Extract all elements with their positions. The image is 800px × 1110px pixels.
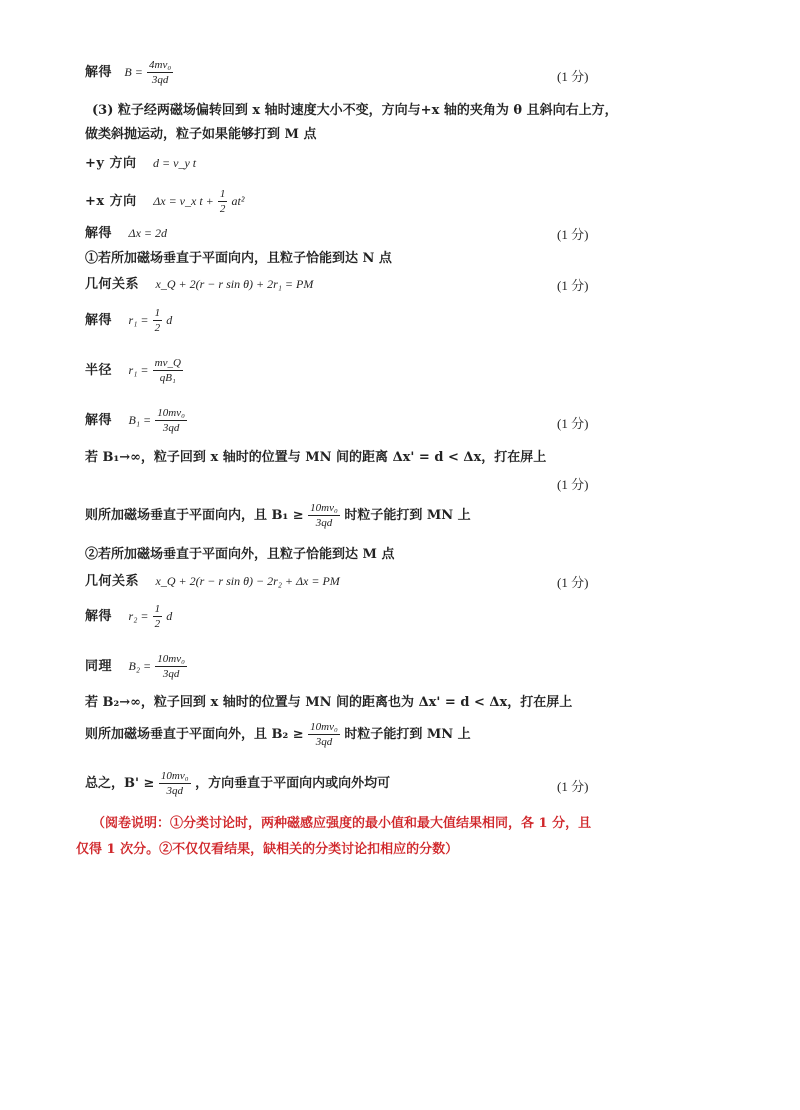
text: ，方向垂直于平面向内或向外均可 [195,776,391,791]
equation: x_Q + 2(r − r sin θ) − 2r₂ + Δx = PM [155,574,340,588]
label: 半径 [85,363,113,378]
equation: B = [124,65,143,79]
x-direction-line [85,187,244,216]
equation: B₁ = [128,413,152,427]
text: 时粒子能打到 MN 上 [344,508,471,523]
fraction: $\frac{\text{10mv₀}}{3qd}$ [157,653,185,680]
y-direction-line [85,154,196,173]
score-mark: (1 分) [557,477,589,492]
text: 时粒子能打到 MN 上 [344,727,471,742]
label: 解得 [85,226,113,241]
equation: B₂ = [128,659,152,673]
label: 解得 [85,313,113,328]
b1-infinity-line: 若 B₁→∞，粒子回到 x 轴时的位置与 MN 间的距离 Δx' = d < Δx，打在屏上 [85,450,547,465]
solve-b1-line [85,406,187,435]
conclusion1-line [85,501,471,530]
score-mark: (1 分) [557,227,589,242]
grading-note-line2: 仅得 1 次分。②不仅仅看结果，缺相关的分类讨论扣相应的分数） [76,842,459,857]
part3-paragraph-line2: 做类斜抛运动，粒子如果能够打到 M 点 [85,127,317,142]
equation: r₂ = [128,609,149,623]
fraction: $\frac{\text{10mv₀}}{3qd}$ [160,770,189,797]
equation: r₁ = [128,363,149,377]
solve-r2-line [85,602,172,631]
equation: Δx = v_x t + [153,194,214,208]
fraction: $\frac{1}{2}$ [154,603,161,630]
score-mark: (1 分) [557,69,589,84]
fraction: $\frac{\text{10mv₀}}{3qd}$ [310,502,338,529]
text: 总之，B' ≥ [85,776,155,791]
label: 几何关系 [85,574,140,589]
b2-infinity-line: 若 B₂→∞，粒子回到 x 轴时的位置与 MN 间的距离也为 Δx' = d < Δx，打在屏上 [85,695,573,710]
label: +y 方向 [85,156,137,171]
fraction: $\frac{\text{10mv₀}}{3qd}$ [157,407,185,434]
similarly-b2-line [85,652,187,681]
grading-note-line1: （阅卷说明：①分类讨论时，两种磁感应强度的最小值和最大值结果相同，各 1 分，且 [92,816,592,831]
solve-b-line [85,58,173,87]
fraction: $\frac{mv\_Q}{\text{qB₁}}$ [154,357,181,384]
fraction: $\frac{1}{2}$ [219,188,226,215]
solve-dx-line [85,224,167,243]
equation: d [166,609,173,623]
label: 解得 [85,609,113,624]
radius-line [85,356,183,385]
equation: at² [231,194,245,208]
label: 几何关系 [85,277,140,292]
fraction: $\frac{\text{4mv₀}}{3qd}$ [149,59,172,86]
label: 解得 [85,413,113,428]
text: 则所加磁场垂直于平面向内，且 B₁ ≥ [85,508,304,523]
solve-r1-line [85,306,172,335]
case1-heading: ①若所加磁场垂直于平面向内，且粒子恰能到达 N 点 [85,251,392,266]
fraction: $\frac{\text{10mv₀}}{3qd}$ [310,721,338,748]
equation: r₁ = [128,313,149,327]
label: 同理 [85,659,113,674]
part3-paragraph-line1: (3) 粒子经两磁场偏转回到 x 轴时速度大小不变，方向与+x 轴的夹角为 θ 且斜向右上方， [92,103,618,118]
equation: d [166,313,173,327]
geometry1-line [85,275,313,294]
conclusion2-line [85,720,471,749]
score-mark: (1 分) [557,278,589,293]
case2-heading: ②若所加磁场垂直于平面向外，且粒子恰能到达 M 点 [85,547,395,562]
label: +x 方向 [85,194,137,209]
text: 则所加磁场垂直于平面向外，且 B₂ ≥ [85,727,304,742]
equation: Δx = 2d [128,226,168,240]
fraction: $\frac{1}{2}$ [154,307,161,334]
equation: x_Q + 2(r − r sin θ) + 2r₁ = PM [155,277,314,291]
geometry2-line [85,572,340,591]
score-mark: (1 分) [557,779,589,794]
label: 解得 [85,65,113,80]
equation: d = v_y t [153,156,197,170]
score-mark: (1 分) [557,575,589,590]
summary-line [85,769,390,798]
score-mark: (1 分) [557,416,589,431]
